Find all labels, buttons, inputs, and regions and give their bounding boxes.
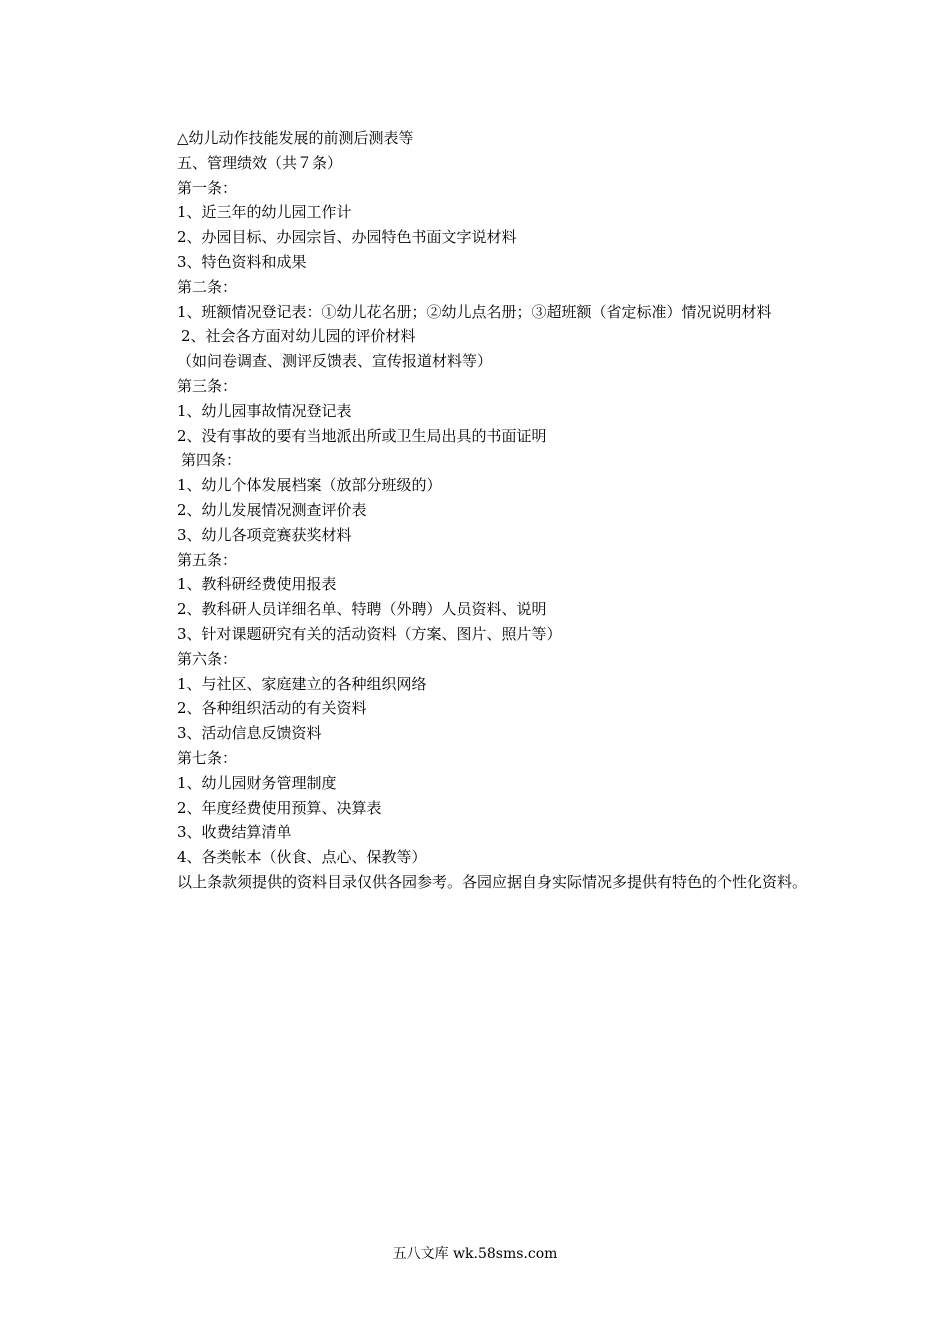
list-item: 4、各类帐本（伙食、点心、保教等） bbox=[177, 848, 427, 867]
list-item: 3、幼儿各项竞赛获奖材料 bbox=[177, 525, 352, 544]
list-item: 2、各种组织活动的有关资料 bbox=[177, 699, 367, 718]
list-item: 2、年度经费使用预算、决算表 bbox=[177, 798, 382, 817]
article-heading: 第二条： bbox=[177, 277, 238, 296]
article-heading: 第五条： bbox=[177, 550, 238, 569]
list-item: 1、幼儿个体发展档案（放部分班级的） bbox=[177, 476, 442, 495]
article-heading: 第四条： bbox=[181, 451, 242, 470]
list-item: 2、办园目标、办园宗旨、办园特色书面文字说材料 bbox=[177, 228, 517, 247]
list-item: 1、班额情况登记表：①幼儿花名册；②幼儿点名册；③超班额（省定标准）情况说明材料 bbox=[177, 302, 772, 321]
list-item: 1、教科研经费使用报表 bbox=[177, 575, 337, 594]
section-heading: 五、管理绩效（共７条） bbox=[177, 153, 343, 172]
list-item: 2、教科研人员详细名单、特聘（外聘）人员资料、说明 bbox=[177, 600, 547, 619]
page-footer: 五八文库 wk.58sms.com bbox=[392, 1246, 558, 1262]
list-item: 3、活动信息反馈资料 bbox=[177, 724, 322, 743]
list-item-note: （如问卷调查、测评反馈表、宣传报道材料等） bbox=[177, 352, 493, 371]
list-item: 1、幼儿园财务管理制度 bbox=[177, 773, 337, 792]
article-heading: 第六条： bbox=[177, 649, 238, 668]
list-item: 3、收费结算清单 bbox=[177, 823, 292, 842]
list-item: 1、近三年的幼儿园工作计 bbox=[177, 203, 352, 222]
article-heading: 第七条： bbox=[177, 748, 238, 767]
list-item: 1、与社区、家庭建立的各种组织网络 bbox=[177, 674, 427, 693]
list-item: 2、没有事故的要有当地派出所或卫生局出具的书面证明 bbox=[177, 426, 547, 445]
article-heading: 第一条： bbox=[177, 178, 238, 197]
list-item: 2、幼儿发展情况测查评价表 bbox=[177, 500, 367, 519]
list-item: 3、特色资料和成果 bbox=[177, 252, 307, 271]
list-item: 2、社会各方面对幼儿园的评价材料 bbox=[181, 327, 416, 346]
text-line: △幼儿动作技能发展的前测后测表等 bbox=[177, 129, 414, 147]
list-item: 1、幼儿园事故情况登记表 bbox=[177, 401, 352, 420]
list-item: 3、针对课题研究有关的活动资料（方案、图片、照片等） bbox=[177, 624, 562, 643]
document-body bbox=[146, 126, 810, 895]
article-heading: 第三条： bbox=[177, 376, 238, 395]
closing-paragraph: 以上条款须提供的资料目录仅供各园参考。各园应据自身实际情况多提供有特色的个性化资料。 bbox=[177, 872, 808, 891]
